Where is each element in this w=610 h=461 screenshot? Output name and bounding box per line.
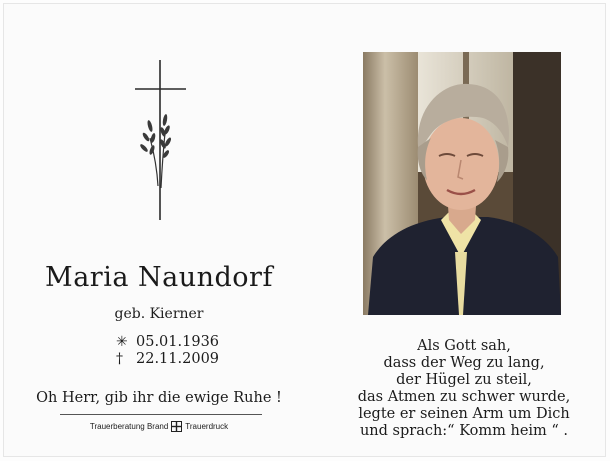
cross-with-wheat-icon [132, 58, 192, 222]
birth-star-icon: ✳ [116, 334, 128, 350]
maiden-name: geb. Kierner [114, 306, 204, 322]
footer-left-text: Trauerberatung Brand [89, 422, 169, 431]
printer-logo-icon [171, 421, 182, 432]
death-date: 22.11.2009 [136, 351, 220, 367]
prayer-text: Oh Herr, gib ihr die ewige Ruhe ! [36, 390, 282, 406]
death-row [116, 351, 219, 367]
divider [60, 414, 262, 415]
printer-footer [4, 421, 314, 432]
birth-row [116, 334, 219, 350]
poem-line: der Hügel zu steil, [396, 372, 532, 388]
poem-line: das Atmen zu schwer wurde, [357, 389, 571, 405]
poem-line: und sprach:“ Komm heim “ . [359, 423, 569, 439]
poem-line: dass der Weg zu lang, [383, 355, 545, 371]
memorial-card [4, 4, 605, 456]
deceased-name: Maria Naundorf [45, 262, 273, 293]
birth-date: 05.01.1936 [136, 334, 220, 350]
footer-right-text: Trauerdruck [185, 422, 229, 431]
poem-line: legte er seinen Arm um Dich [358, 406, 570, 422]
poem [354, 338, 574, 440]
poem-line: Als Gott sah, [417, 338, 511, 354]
portrait-photo [363, 52, 561, 315]
death-cross-icon: † [116, 351, 123, 367]
